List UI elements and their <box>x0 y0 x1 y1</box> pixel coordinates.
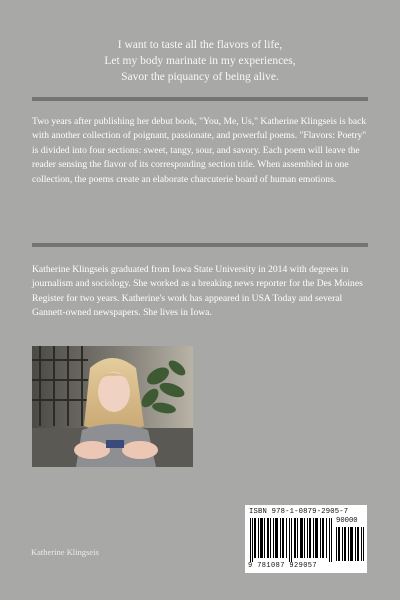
price-code: 90000 <box>336 517 358 525</box>
epigraph-line-3: Savor the piquancy of being alive. <box>121 71 279 83</box>
divider-bottom <box>32 243 368 247</box>
divider-top <box>32 97 368 101</box>
epigraph-line-2: Let my body marinate in my experiences, <box>104 55 296 67</box>
author-bio: Katherine Klingseis graduated from Iowa State University in 2014 with degrees in journalism and sociology. She worked as a breaking news reporter for the Des Moines Register for two years. Katherine's work has appeared in USA Today and several Gannett-owned newspapers. She lives in Iowa. <box>32 264 363 319</box>
barcode-digits: 9 781087 929057 <box>248 562 318 570</box>
book-description: Two years after publishing her debut book, "You, Me, Us," Katherine Klingseis is back with another collection of poignant, passionate, and powerful poems. "Flavors: Poetry" is divided into four sections: sweet, tangy, sour, and savory. Each poem will leave the reader sensing the flavor of its corresponding section title. When assembled in one collection, the poems create an elaborate charcuterie board of human emotions. <box>32 116 367 185</box>
barcode-addon-bars <box>336 527 364 561</box>
author-name-footer: Katherine Klingseis <box>31 547 99 557</box>
isbn-label: ISBN 978-1-0879-2905-7 <box>249 508 349 516</box>
author-photo <box>32 346 193 467</box>
epigraph <box>0 37 400 85</box>
epigraph-line-1: I want to taste all the flavors of life, <box>117 39 283 51</box>
barcode-bars <box>250 518 334 562</box>
isbn-barcode <box>245 505 367 573</box>
